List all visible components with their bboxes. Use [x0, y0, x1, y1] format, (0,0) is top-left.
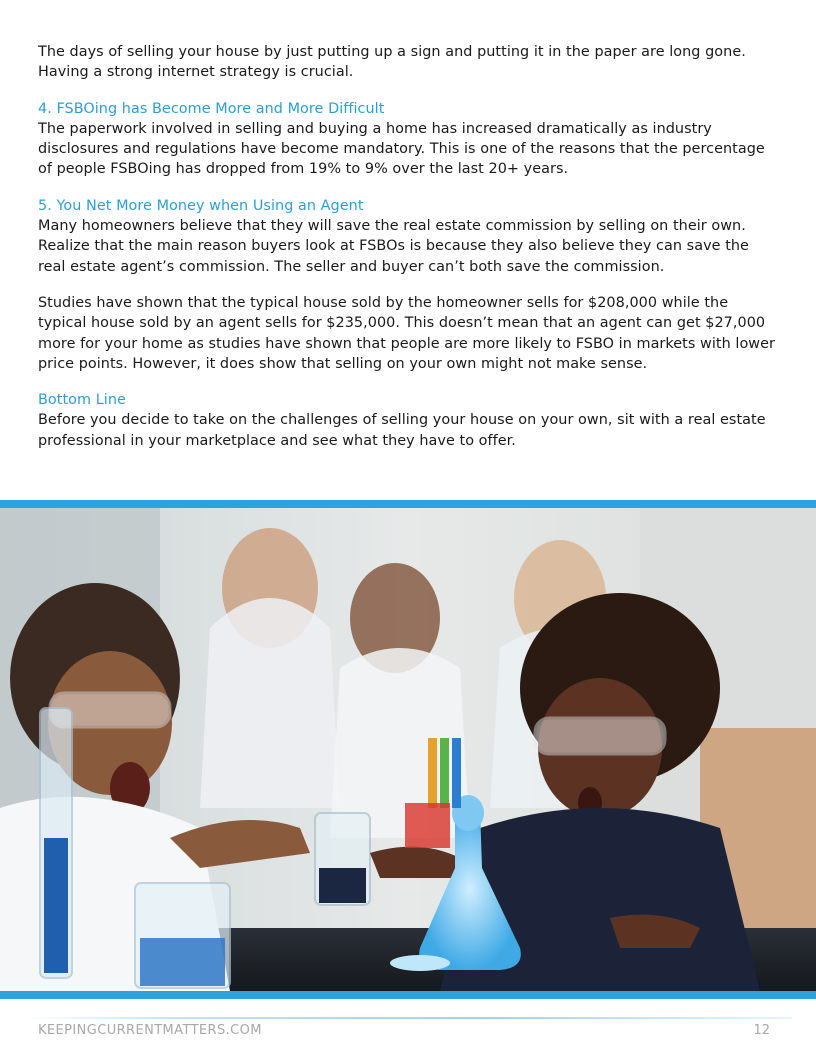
section-body: Before you decide to take on the challenges of selling your house on your own, sit with a real estate professional in your marketplace and see what they have to offer. — [38, 412, 766, 449]
section-bottom-line — [38, 390, 780, 451]
studies-paragraph: Studies have shown that the typical house sold by the homeowner sells for $208,000 while the typical house sold by an agent sells for $235,000. This doesn’t mean that an agent can get $27,000 more for your home as studies have shown that people are more likely to FSBO in markets with lower price points. However, it does show that selling on your own might not make sense. — [38, 294, 775, 372]
accent-bar-top — [0, 500, 816, 508]
accent-bar-bottom — [0, 991, 816, 999]
section-heading: 4. FSBOing has Become More and More Difficult — [38, 100, 385, 117]
section-heading: Bottom Line — [38, 392, 126, 409]
section-heading: 5. You Net More Money when Using an Agent — [38, 197, 364, 214]
footer-site-link[interactable]: KEEPINGCURRENTMATTERS.COM — [38, 1023, 262, 1038]
section-net-more-money — [38, 196, 780, 277]
section-fsbo-difficult — [38, 99, 780, 180]
footer-divider — [24, 1017, 792, 1019]
intro-paragraph: The days of selling your house by just putting up a sign and putting it in the paper are long gone. Having a strong internet strategy is crucial. — [38, 44, 746, 81]
page-number: 12 — [753, 1023, 770, 1038]
kids-science-photo — [0, 508, 816, 991]
section-body: Many homeowners believe that they will save the real estate commission by selling on their own. Realize that the main reason buyers look at FSBOs is because they also believe they can save the real estate agent’s commission. The seller and buyer can’t both save the commission. — [38, 218, 749, 275]
section-body: The paperwork involved in selling and buying a home has increased dramatically as industry disclosures and regulations have become mandatory. This is one of the reasons that the percentage of people FSBOing has dropped from 19% to 9% over the last 20+ years. — [38, 120, 765, 178]
article-body — [38, 42, 780, 467]
